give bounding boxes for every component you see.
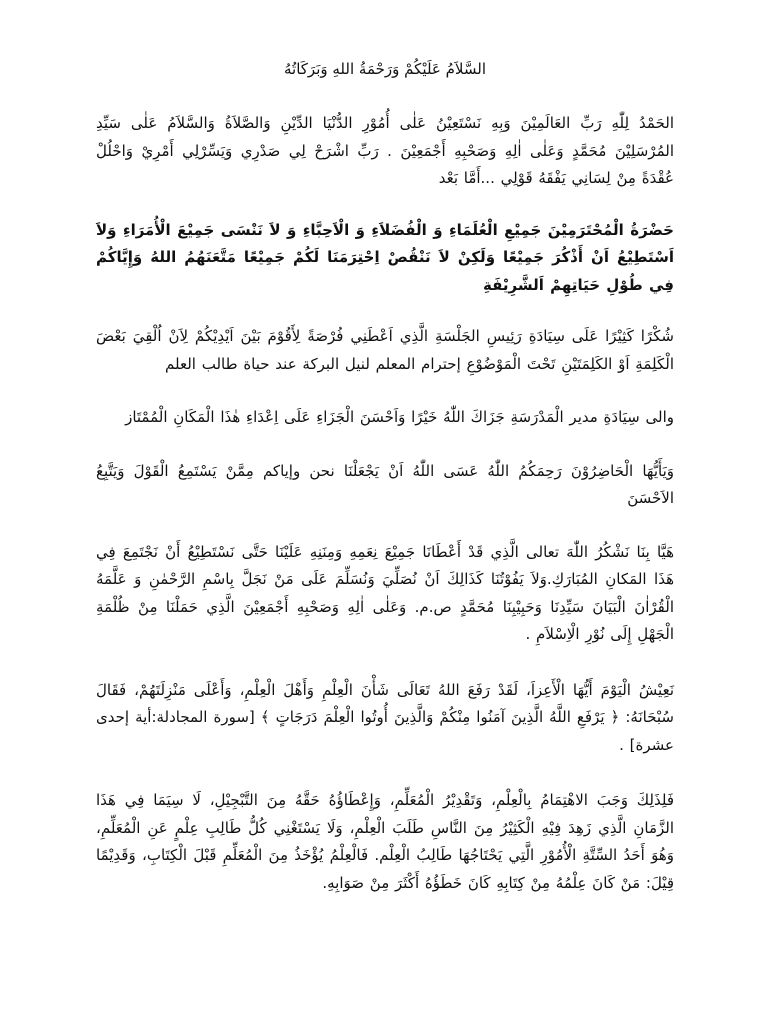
respect-teacher-paragraph: فَلِذَلِكَ وَجَبَ الاهْتِمَامُ بِالْعِلْمِ، وَتَقْدِيْرُ الْمُعَلِّمِ، وَإِعْطَاؤُهُ حَقَّهُ مِنَ التَّبْجِيْلِ، لَا سِيَمَا فِي هَذَا الزَّمَانِ الَّذِي زَهِدَ فِيْهِ الْكَثِيْرُ مِنَ النَّاسِ طَلَبَ الْعِلْمِ، وَلَا يَسْتَغْنِي كُلُّ طَالِبِ عِلْمٍ عَنِ الْمُعَلِّمِ، وَهُوَ أَحَدُ السِّتَّةِ الْأُمُوْرِ الَّتِي يَحْتَاجُهَا طَالِبُ الْعِلْم. فَالْعِلْمُ يُؤْخَذُ مِنَ الْمُعَلِّمِ قَبْلَ الْكِتَابِ، وَقَدِيْمًا قِيْلَ: مَنْ كَانَ عِلْمُهُ مِنْ كِتَابِهِ كَانَ خَطَؤُهُ أَكْثَرَ مِنْ صَوَابِهِ. bbox=[96, 791, 674, 892]
greeting-heading: السَّلاَمُ عَلَيْكُمْ وَرَحْمَةُ اللهِ وَبَرَكَاتُهُ bbox=[284, 60, 486, 78]
thanks-chairman-paragraph: شُكْرًا كَثِيْرًا عَلَى سِيَادَةِ رَئِيسِ الجَلْسَةِ الَّذِي اَعْطَنِي فُرْصَةً لِأَقُوْمَ بَيْنَ اَيْدِيْكُمْ لِاَنْ اُلْقِيَ بَعْضَ الْكَلِمَةِ اَوْ الكَلِمَتَيْنِ تَحْتَ الْمَوْضُوْعِ إحترام المعلم لنيل البركة عند حياة طالب العلم bbox=[96, 327, 674, 373]
knowledge-verse-paragraph: نَعِيْشُ الْيَوْمَ أَيُّهَا الْأَعِزاَ، لَقَدْ رَفَعَ اللهُ تَعَالَى شَأْنَ الْعِلْمِ وَأَهْلَ الْعِلْمِ، وَأَعْلَى مَنْزِلَتَهُمْ، فَقَالَ سُبْحَانَهُ: ﴿ يَرْفَعِ اللَّهُ الَّذِينَ آمَنُوا مِنْكُمْ وَالَّذِينَ أُوتُوا الْعِلْمَ دَرَجَاتٍ ﴾ [سورة المجادلة:أية إحدى عشرة] . bbox=[96, 680, 674, 754]
thanks-director-paragraph: والى سِيَادَةِ مدير الْمَدْرَسَةِ جَزَاكَ اللّٰهُ خَيْرًا وَاَحْسَنَ الْجَزَاءِ عَلَى اِعْدَاءِ هٰذَا الْمَكَانِ الْمُمْتَاز bbox=[125, 408, 674, 426]
gratitude-paragraph: هَيَّا بِنَا نَشْكُرُ اللّٰهَ تعالى الَّذِي قَدْ أَعْطَانَا جَمِيْعَ نِعَمِهِ وَمِنَنِهِ عَلَيْنَا حَتَّى نَسْتَطِيْعُ أَنْ نَجْتَمِعَ فِي هَذَا المَكانِ المُبَارَكِ.وَلاَ يَفُوْتُنَا كَذَالِكَ اَنْ نُصَلِّيَ وَنُسَلِّمَ عَلَى مَنْ نَجَلَّ بِاسْمِ الرَّحْمٰنِ وَ عَلَّمَهُ الْقُرْاٰنَ الْبَيَانَ سَيِّدِنَا وَحَبِيْبِنَا مُحَمَّدٍ ص.م. وَعَلٰى اٰلِهِ وَصَحْبِهِ أَجْمَعِيْنَ الَّذِي حَمَلْنَا مِنْ ظُلْمَةِ الْجَهْلِ إِلَى نُوْرِ الْاِسْلاَمِ . bbox=[96, 542, 674, 643]
audience-prayer-paragraph: وَيَأَيُّهَا الْحَاضِرُوْنَ رَحِمَكُمُ اللّٰهُ عَسَى اللّٰهُ اَنْ يَجْعَلْنَا نحن وإياكم مِمَّنْ يَسْتَمِعُ الْقَوْلَ وَيَتَّبِعُ الاَحْسَنَ bbox=[96, 461, 674, 507]
opening-paragraph: الحَمْدُ لِلّٰهِ رَبِّ العَالَمِيْنَ وَبِهِ نَسْتَعِيْنُ عَلٰى أُمُوْرِ الدُّنْيَا الدِّيْنِ وَالصَّلاَةُ وَالسَّلاَمُ عَلٰى سَيِّدِ المُرْسَلِيْنَ مُحَمَّدٍ وَعَلٰى اٰلِهِ وَصَحْبِهِ أَجْمَعِيْنَ . رَبِّ اشْرَحْ لِي صَدْرِي وَيَسِّرْلِي أَمْرِيْ وَاحْلُلْ عُقْدَةً مِنْ لِسَانِي يَفْقَهُ قَوْلِي ...أَمَّا بَعْد bbox=[96, 114, 674, 187]
audience-greeting-paragraph: حَضْرَةُ الْمُحْتَرَمِيْنَ جَمِيْعِ الْعُلَمَاءِ وَ الْفُضَلاَءِ وَ الْاَحِبَّاءِ وَ لاَ نَنْسَى جَمِيْعَ الْأُمَرَاءِ وَلاَ اَسْتَطِيْعُ اَنْ أَذْكُرَ جَمِيْعًا وَلَكِنْ لاَ نَنْقُصْ اِحْتِرَمَنَا لَكُمْ جَمِيْعًا مَتَّعَنَهُمُ اللهُ وَإِيَّاكُمْ فِي طُوْلِ حَيَاتِهِمْ اَلشَّرِيْفَةِ bbox=[96, 220, 674, 294]
